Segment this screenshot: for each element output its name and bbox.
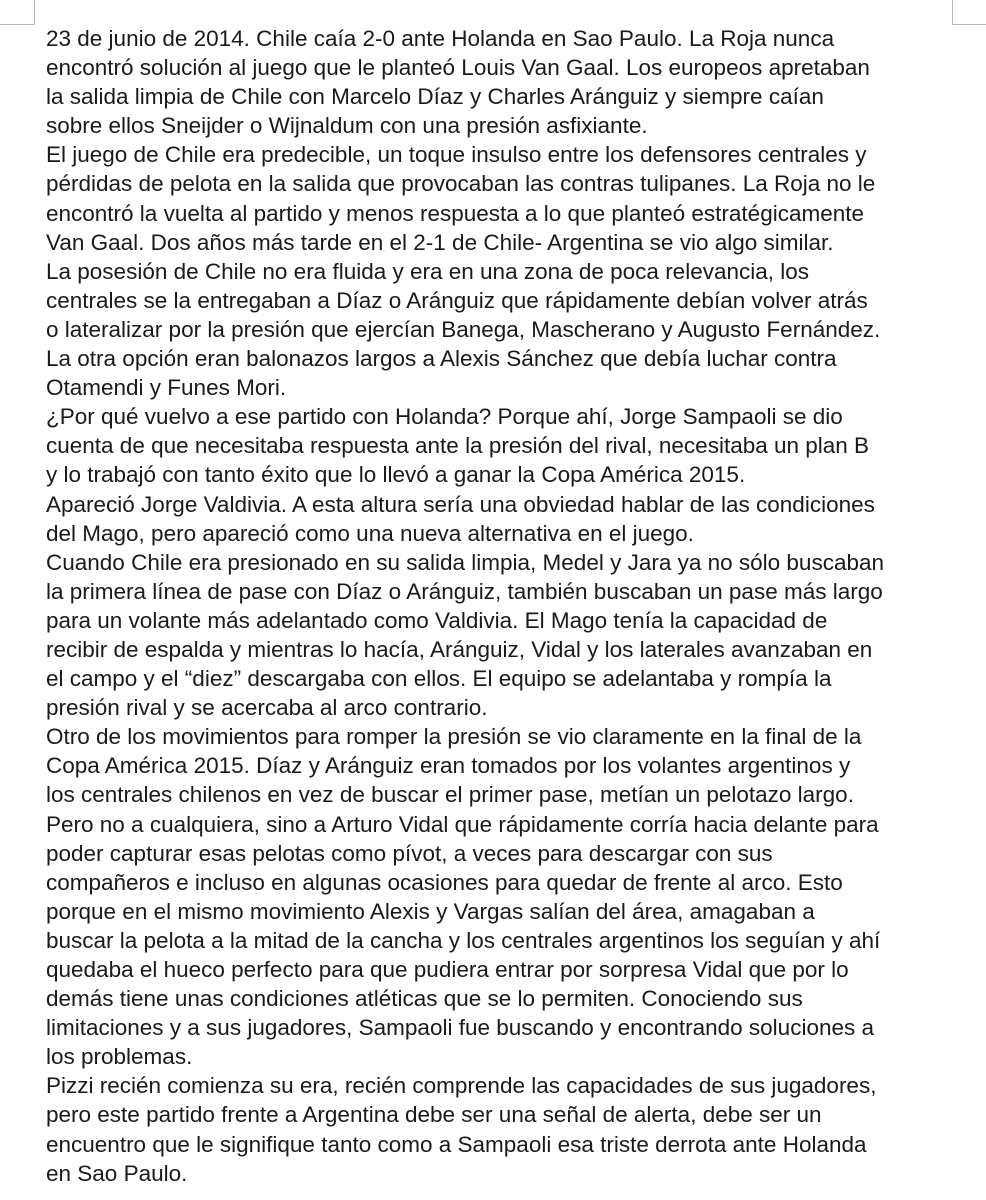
text-line: El juego de Chile era predecible, un toque insulso entre los defensores centrales y [46, 142, 867, 168]
text-line: Copa América 2015. Díaz y Aránguiz eran tomados por los volantes argentinos y [46, 753, 851, 779]
text-line: La otra opción eran balonazos largos a Alexis Sánchez que debía luchar contra [46, 346, 837, 372]
text-line: porque en el mismo movimiento Alexis y Vargas salían del área, amagaban a [46, 898, 815, 924]
top-right-margin-marker [952, 0, 986, 25]
text-line: Pero no a cualquiera, sino a Arturo Vidal que rápidamente corría hacia delante para [46, 811, 879, 837]
text-line: demás tiene unas condiciones atléticas que se lo permiten. Conociendo sus [46, 986, 803, 1012]
text-line: la salida limpia de Chile con Marcelo Díaz y Charles Aránguiz y siempre caían [46, 84, 824, 110]
text-line: Apareció Jorge Valdivia. A esta altura sería una obviedad hablar de las condiciones [46, 491, 875, 517]
text-line: los problemas. [46, 1044, 193, 1070]
text-line: poder capturar esas pelotas como pívot, a veces para descargar con sus [46, 840, 773, 866]
text-line: el campo y el “diez” descargaba con ellos. El equipo se adelantaba y rompía la [46, 666, 832, 692]
text-line: los centrales chilenos en vez de buscar el primer pase, metían un pelotazo largo. [46, 782, 854, 808]
text-line: ¿Por qué vuelvo a ese partido con Holanda? Porque ahí, Jorge Sampaoli se dio [46, 404, 843, 430]
text-line: la primera línea de pase con Díaz o Aránguiz, también buscaban un pase más largo [46, 578, 883, 604]
document-body-text[interactable] [46, 24, 956, 1188]
text-line: en Sao Paulo. [46, 1160, 188, 1186]
text-line: centrales se la entregaban a Díaz o Aránguiz que rápidamente debían volver atrás [46, 287, 868, 313]
text-line: y lo trabajó con tanto éxito que lo llevó a ganar la Copa América 2015. [46, 462, 746, 488]
text-line: encuentro que le signifique tanto como a Sampaoli esa triste derrota ante Holanda [46, 1131, 867, 1157]
text-line: Cuando Chile era presionado en su salida limpia, Medel y Jara ya no sólo buscaban [46, 549, 885, 575]
text-line: presión rival y se acercaba al arco contrario. [46, 695, 488, 721]
text-line: limitaciones y a sus jugadores, Sampaoli fue buscando y encontrando soluciones a [46, 1015, 874, 1041]
text-line: del Mago, pero apareció como una nueva alternativa en el juego. [46, 520, 694, 546]
text-line: Otamendi y Funes Mori. [46, 375, 287, 401]
text-line: pero este partido frente a Argentina debe ser una señal de alerta, debe ser un [46, 1102, 822, 1128]
text-line: quedaba el hueco perfecto para que pudiera entrar por sorpresa Vidal que por lo [46, 957, 849, 982]
text-line: Van Gaal. Dos años más tarde en el 2-1 de Chile- Argentina se vio algo similar. [46, 229, 834, 255]
text-line: La posesión de Chile no era fluida y era en una zona de poca relevancia, los [46, 258, 810, 284]
text-line: pérdidas de pelota en la salida que provocaban las contras tulipanes. La Roja no le [46, 171, 876, 197]
text-line: buscar la pelota a la mitad de la cancha y los centrales argentinos los seguían y ahí [46, 927, 881, 953]
text-line: encontró solución al juego que le planteó Louis Van Gaal. Los europeos apretaban [46, 55, 870, 81]
text-line: cuenta de que necesitaba respuesta ante la presión del rival, necesitaba un plan B [46, 433, 870, 459]
text-line: 23 de junio de 2014. Chile caía 2-0 ante Holanda en Sao Paulo. La Roja nunca [46, 26, 835, 51]
text-line: Otro de los movimientos para romper la presión se vio claramente en la final de la [46, 724, 862, 750]
text-line: o lateralizar por la presión que ejercían Banega, Mascherano y Augusto Fernández. [46, 316, 881, 342]
text-line: Pizzi recién comienza su era, recién comprende las capacidades de sus jugadores, [46, 1073, 877, 1099]
text-line: compañeros e incluso en algunas ocasiones para quedar de frente al arco. Esto [46, 869, 843, 895]
text-line: encontró la vuelta al partido y menos respuesta a lo que planteó estratégicamente [46, 200, 865, 226]
text-line: para un volante más adelantado como Valdivia. El Mago tenía la capacidad de [46, 607, 828, 633]
text-line: recibir de espalda y mientras lo hacía, Aránguiz, Vidal y los laterales avanzaban en [46, 636, 873, 662]
top-left-margin-marker [0, 0, 35, 25]
text-line: sobre ellos Sneijder o Wijnaldum con una presión asfixiante. [46, 113, 648, 139]
